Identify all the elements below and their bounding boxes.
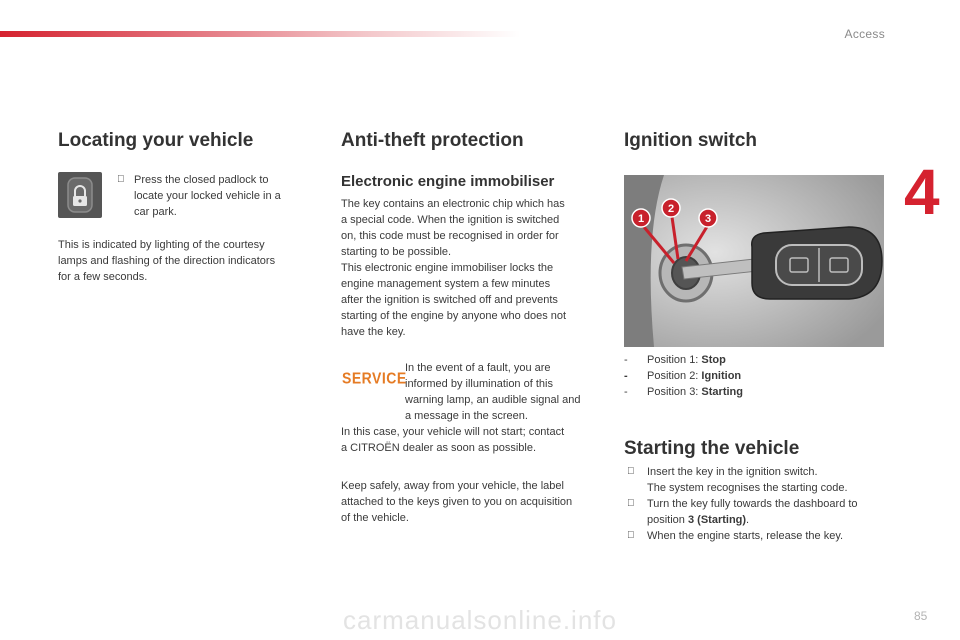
position-value: Ignition (701, 370, 742, 382)
text-line: after the ignition is switched off and prevents (341, 294, 558, 306)
position-prefix: Position 3: (647, 386, 702, 398)
start-step-2 (647, 496, 858, 528)
chapter-number: 4 (904, 156, 940, 228)
text-line: a message in the screen. (405, 410, 528, 422)
ignition-illustration (624, 175, 884, 347)
text-line: engine management system a few minutes (341, 278, 551, 290)
start-step-1 (647, 464, 848, 496)
page-number: 85 (914, 609, 928, 623)
text-line: Turn the key fully towards the dashboard to (647, 498, 858, 510)
text-line: a CITROËN dealer as soon as possible. (341, 442, 537, 454)
section-label: Access (844, 27, 885, 41)
padlock-icon (58, 172, 102, 218)
text-line: warning lamp, an audible signal and (405, 394, 581, 406)
text-line: This is indicated by lighting of the courtesy (58, 239, 265, 251)
bullet-marker (627, 466, 635, 477)
watermark: carmanualsonline.info (343, 605, 617, 635)
bullet-marker (117, 174, 125, 185)
text-line: lamps and flashing of the direction indicators (58, 255, 276, 267)
locating-vehicle-title: Locating your vehicle (58, 130, 254, 151)
padlock-icon-graphic (58, 172, 102, 218)
starting-vehicle-title: Starting the vehicle (624, 438, 800, 459)
dash: - (624, 370, 628, 382)
text-line: of the vehicle. (341, 512, 409, 524)
dash: - (624, 386, 628, 398)
text-line: attached to the keys given to you on acquisition (341, 496, 573, 508)
position-prefix: Position 2: (647, 370, 702, 382)
ignition-key-photo (624, 175, 884, 347)
text-fragment: position (647, 514, 688, 526)
dash: - (624, 354, 628, 366)
text-line: This electronic engine immobiliser locks the (341, 262, 554, 274)
position-value: Stop (701, 354, 726, 366)
position-value: Starting (701, 386, 743, 398)
starting-position: 3 (Starting) (687, 514, 747, 526)
text-line: In the event of a fault, you are (405, 362, 551, 374)
text-line: The key contains an electronic chip which has (341, 198, 565, 210)
text-line (647, 512, 858, 528)
label-paragraph (341, 478, 572, 526)
marker-2: 2 (667, 203, 675, 215)
locate-note (58, 237, 275, 285)
text-line: on, this code must be recognised in order for (341, 230, 559, 242)
position-prefix: Position 1: (647, 354, 702, 366)
start-step-3: When the engine starts, release the key. (647, 530, 844, 542)
immobiliser-subtitle: Electronic engine immobiliser (341, 173, 555, 190)
bullet-marker (627, 498, 635, 509)
text-line: starting to be possible. (341, 246, 452, 258)
text-line: informed by illumination of this (405, 378, 553, 390)
text-line: The system recognises the starting code. (647, 482, 848, 494)
marker-3: 3 (704, 213, 712, 225)
fault-paragraph (405, 360, 581, 424)
text-line: Keep safely, away from your vehicle, the label (341, 480, 564, 492)
text-line: Press the closed padlock to (134, 174, 269, 186)
text-line: car park. (134, 206, 177, 218)
text-line: for a few seconds. (58, 271, 148, 283)
text-fragment: . (746, 514, 750, 526)
text-line: have the key. (341, 326, 406, 338)
locate-step (134, 172, 281, 220)
text-line: a special code. When the ignition is switched (341, 214, 560, 226)
dealer-paragraph (341, 424, 564, 456)
anti-theft-title: Anti-theft protection (341, 130, 524, 151)
marker-1: 1 (637, 213, 645, 225)
immobiliser-paragraph (341, 196, 566, 340)
service-warning-icon: SERVICE (342, 368, 407, 388)
text-line: starting of the engine by anyone who does not (341, 310, 567, 322)
text-line: Insert the key in the ignition switch. (647, 466, 818, 478)
ignition-switch-title: Ignition switch (624, 130, 757, 151)
top-accent-bar (0, 31, 520, 37)
text-line: In this case, your vehicle will not start; contact (341, 426, 565, 438)
text-line: locate your locked vehicle in a (134, 190, 281, 202)
bullet-marker (627, 530, 635, 541)
